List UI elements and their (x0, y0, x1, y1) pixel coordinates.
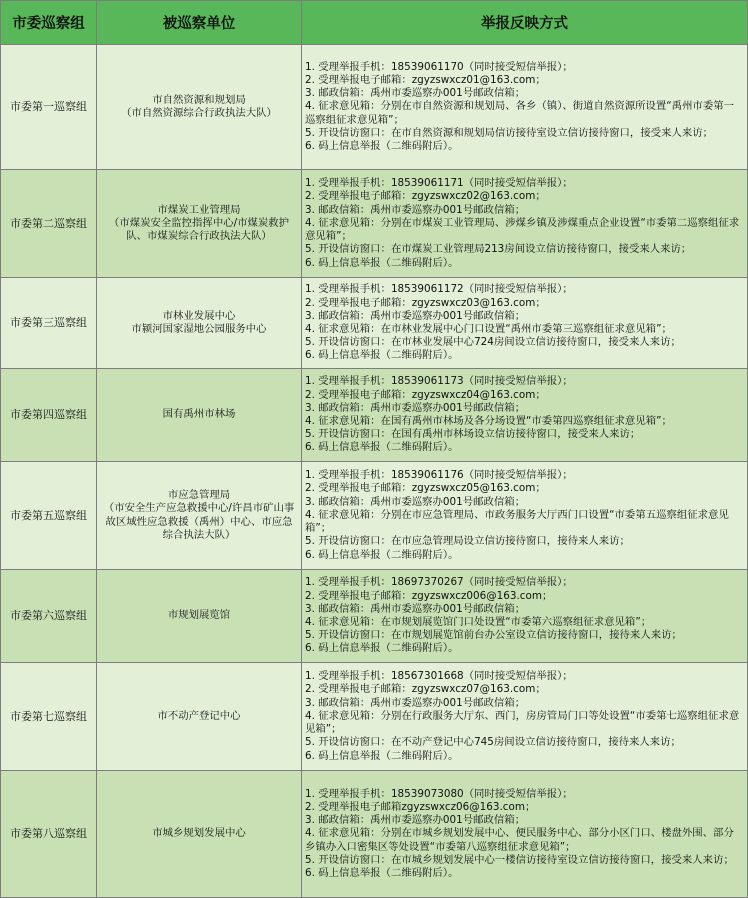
report-method-line: 3. 邮政信箱：禹州市委巡察办001号邮政信箱； (305, 87, 526, 100)
unit-name-line: 市颍河国家湿地公园服务中心 (131, 323, 267, 335)
report-method-line: 1. 受理举报手机：18539073080（同时接受短信举报）； (305, 787, 573, 800)
report-method-line: 6. 码上信息举报（二维码附后）。 (305, 867, 459, 879)
table-row (1, 771, 748, 898)
unit-name-line: 市林业发展中心 (162, 309, 236, 322)
report-method-line: 6. 码上信息举报（二维码附后）。 (305, 441, 459, 454)
report-method-line: 3. 邮政信箱：禹州市委巡察办001号邮政信箱； (305, 602, 526, 615)
report-method-line: 6. 码上信息举报（二维码附后）。 (305, 642, 459, 655)
table-row (1, 462, 748, 570)
report-method-line: 2. 受理举报电子邮箱：zgyzswxcz01@163.com； (305, 73, 546, 86)
unit-name-line: 市煤炭工业管理局 (157, 203, 241, 216)
inspection-group-cell: 市委第八巡察组 (1, 771, 97, 898)
report-method-line: 3. 邮政信箱：禹州市委巡察办001号邮政信箱； (305, 696, 526, 709)
report-method-line: 6. 码上信息举报（二维码附后）。 (305, 548, 459, 561)
report-method-line: 2. 受理举报电子邮箱：zgyzswxcz04@163.com； (305, 388, 546, 401)
report-methods-cell (302, 771, 748, 898)
report-method-line: 1. 受理举报手机：18697370267（同时接受短信举报）； (305, 576, 573, 589)
report-methods-cell (302, 570, 748, 663)
report-method-line: 2. 受理举报电子邮箱：zgyzswxcz07@163.com； (305, 683, 546, 696)
inspected-unit-cell (97, 663, 302, 771)
inspection-group-cell: 市委第一巡察组 (1, 45, 97, 170)
report-method-line: 5. 开设信访窗口：在市应急管理局设立信访接待窗口，接待来人来访； (305, 535, 630, 548)
report-method-line: 2. 受理举报电子邮箱：zgyzswxcz02@163.com； (305, 190, 546, 203)
inspected-unit-cell (97, 462, 302, 570)
table-row (1, 170, 748, 278)
report-method-line: 2. 受理举报电子邮箱zgyzswxcz06@163.com； (305, 800, 536, 813)
report-method-line: 2. 受理举报电子邮箱：zgyzswxcz05@163.com； (305, 482, 546, 495)
inspected-unit-cell (97, 45, 302, 170)
header-inspected-unit: 被巡察单位 (97, 1, 302, 45)
unit-name-line: 国有禹州市林场 (162, 408, 236, 421)
inspection-group-cell: 市委第七巡察组 (1, 663, 97, 771)
report-method-line: 5. 开设信访窗口：在市自然资源和规划局信访接待室设立信访接待窗口，接受来人来访； (305, 126, 714, 139)
report-method-line: 5. 开设信访窗口：在市城乡规划发展中心一楼信访接待室设立信访接待窗口，接受来人来访； (305, 853, 734, 866)
report-method-line: 6. 码上信息举报（二维码附后）。 (305, 256, 459, 269)
inspection-group-cell: 市委第三巡察组 (1, 278, 97, 369)
report-method-line: 1. 受理举报手机：18567301668（同时接受短信举报）； (305, 670, 573, 683)
table-row (1, 45, 748, 170)
report-method-line: 3. 邮政信箱：禹州市委巡察办001号邮政信箱； (305, 203, 526, 216)
unit-name-line: （市安全生产应急救援中心/许昌市矿山事故区域性应急救援（禹州）中心、市应急综合执法大队） (103, 502, 295, 541)
report-method-line: 4. 征求意见箱：分别在市煤炭工业管理局、涉煤乡镇及涉煤重点企业设置“市委第二巡察组征求意见箱”； (305, 216, 740, 243)
inspection-group-cell: 市委第四巡察组 (1, 369, 97, 462)
header-inspection-group: 市委巡察组 (1, 1, 97, 45)
report-method-line: 1. 受理举报手机：18539061170（同时接受短信举报）； (305, 60, 573, 73)
unit-name-line: 市不动产登记中心 (157, 709, 241, 722)
unit-name-line: 市城乡规划发展中心 (152, 827, 246, 840)
table-row (1, 663, 748, 771)
unit-name-line: 市应急管理局 (167, 489, 231, 502)
report-method-line: 3. 邮政信箱：禹州市委巡察办001号邮政信箱； (305, 814, 526, 827)
report-method-line: 4. 征求意见箱：分别在行政服务大厅东、西门，房房管局门口等处设置“市委第七巡察组征求意见箱”； (305, 709, 740, 736)
report-method-line: 3. 邮政信箱：禹州市委巡察办001号邮政信箱； (305, 495, 526, 508)
report-method-line: 5. 开设信访窗口：在国有禹州市林场设立信访接待窗口，接受来人来访； (305, 428, 641, 441)
report-method-line: 4. 征求意见箱：分别在市城乡规划发展中心、便民服务中心、部分小区门口、楼盘外围、部分乡镇办入口密集区等处设置“市委第八巡察组征求意见箱”； (305, 827, 734, 853)
unit-name-line: （市煤炭安全监控指挥中心/市煤炭救护队、市煤炭综合行政执法大队） (108, 216, 290, 243)
table-row (1, 369, 748, 462)
inspected-unit-cell (97, 278, 302, 369)
inspection-group-cell: 市委第六巡察组 (1, 570, 97, 663)
report-method-line: 1. 受理举报手机：18539061172（同时接受短信举报）； (305, 283, 573, 296)
report-method-line: 3. 邮政信箱：禹州市委巡察办001号邮政信箱； (305, 401, 526, 414)
inspection-group-cell: 市委第五巡察组 (1, 462, 97, 570)
report-method-line: 4. 征求意见箱：分别在市自然资源和规划局、各乡（镇）、街道自然资源所设置“禹州市委第一巡察组征求意见箱”； (305, 100, 735, 126)
report-methods-cell (302, 663, 748, 771)
unit-name-line: 市规划展览馆 (167, 609, 231, 622)
table-row (1, 278, 748, 369)
report-method-line: 4. 征求意见箱：在市林业发展中心门口设置“禹州市委第三巡察组征求意见箱”； (305, 323, 672, 335)
table-header-row (1, 1, 748, 45)
table-row (1, 570, 748, 663)
inspected-unit-cell (97, 170, 302, 278)
report-method-line: 5. 开设信访窗口：在不动产登记中心745房间设立信访接待窗口，接待来人来访； (305, 736, 681, 749)
inspection-group-cell: 市委第二巡察组 (1, 170, 97, 278)
report-method-line: 6. 码上信息举报（二维码附后）。 (305, 140, 459, 152)
report-method-line: 4. 征求意见箱：在国有禹州市林场及各分场设置“市委第四巡察组征求意见箱”； (305, 415, 672, 427)
report-method-line: 1. 受理举报手机：18539061173（同时接受短信举报）； (305, 375, 573, 388)
report-method-line: 4. 征求意见箱：分别在市应急管理局、市政务服务大厅西门口设置“市委第五巡察组征求意见箱”； (305, 508, 729, 535)
inspected-unit-cell (97, 570, 302, 663)
report-method-line: 6. 码上信息举报（二维码附后）。 (305, 349, 459, 362)
unit-name-line: （市自然资源综合行政执法大队） (121, 107, 277, 119)
inspected-unit-cell (97, 771, 302, 898)
report-method-line: 1. 受理举报手机：18539061171（同时接受短信举报）； (305, 177, 573, 190)
report-methods-cell (302, 170, 748, 278)
report-methods-cell (302, 45, 748, 170)
report-methods-cell (302, 278, 748, 369)
report-method-line: 2. 受理举报电子邮箱：zgyzswxcz03@163.com； (305, 296, 546, 309)
report-method-line: 3. 邮政信箱：禹州市委巡察办001号邮政信箱； (305, 309, 526, 322)
unit-name-line: 市自然资源和规划局 (152, 93, 246, 106)
report-methods-cell (302, 369, 748, 462)
report-method-line: 5. 开设信访窗口：在市林业发展中心724房间设立信访接待窗口，接受来人来访； (305, 336, 681, 349)
report-method-line: 5. 开设信访窗口：在市煤炭工业管理局213房间设立信访接待窗口，接受来人来访； (305, 243, 692, 256)
header-report-methods: 举报反映方式 (302, 1, 748, 45)
report-methods-cell (302, 462, 748, 570)
report-method-line: 1. 受理举报手机：18539061176（同时接受短信举报）； (305, 469, 573, 482)
report-method-line: 2. 受理举报电子邮箱：zgyzswxcz006@163.com； (305, 589, 553, 602)
report-method-line: 5. 开设信访窗口：在市规划展览馆前台办公室设立信访接待窗口，接待来人来访； (305, 629, 682, 642)
report-method-line: 4. 征求意见箱：在市规划展览馆门口处设置“市委第六巡察组征求意见箱”； (305, 616, 652, 628)
inspected-unit-cell (97, 369, 302, 462)
report-method-line: 6. 码上信息举报（二维码附后）。 (305, 749, 459, 762)
